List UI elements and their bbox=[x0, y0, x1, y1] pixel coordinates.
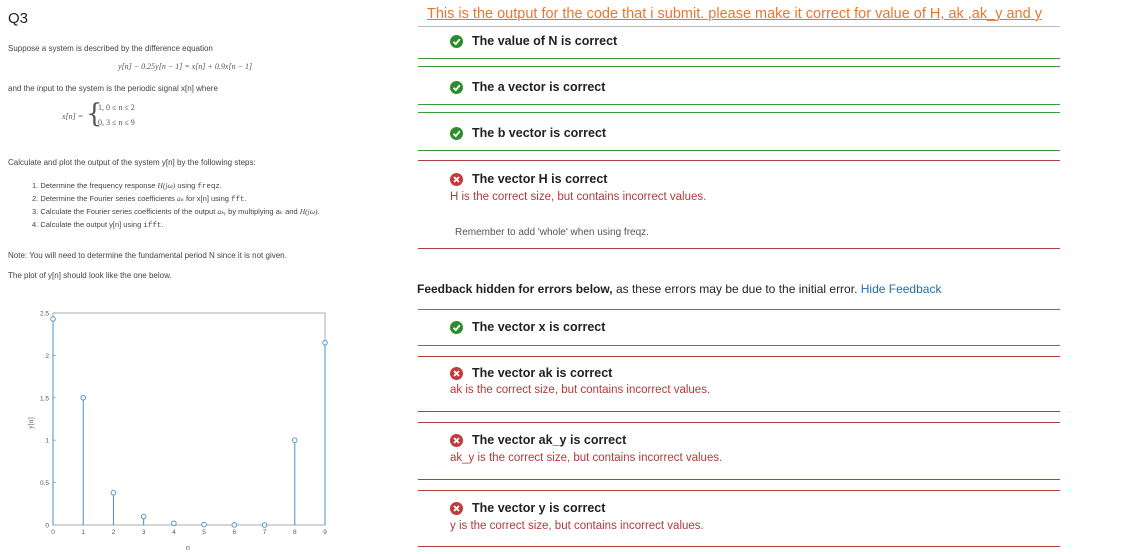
input-text: and the input to the system is the periodic signal x[n] where bbox=[8, 84, 218, 93]
x-tick-label: 4 bbox=[172, 529, 176, 536]
x-tick-label: 1 bbox=[81, 529, 86, 536]
check-row-n: The value of N is correct bbox=[450, 34, 617, 48]
divider bbox=[418, 104, 1060, 105]
check-row-ak: The vector ak is correct bbox=[450, 366, 612, 380]
hidden-feedback-notice: Feedback hidden for errors below, as these errors may be due to the initial error. Hide Feedback bbox=[417, 282, 942, 296]
divider bbox=[418, 479, 1060, 480]
y-tick-label: 0.5 bbox=[39, 480, 49, 488]
case-2: 0, 3 ≤ n ≤ 9 bbox=[98, 118, 135, 127]
check-row-x: The vector x is correct bbox=[450, 320, 605, 334]
feedback-banner: This is the output for the code that i submit. please make it correct for value of H, ak ,ak_y and y bbox=[427, 6, 1042, 22]
stem-marker bbox=[141, 514, 146, 519]
check-row-y: The vector y is correct bbox=[450, 501, 605, 515]
step-4: 4. Calculate the output y[n] using ifft. bbox=[32, 220, 164, 230]
check-circle-icon bbox=[450, 321, 463, 334]
x-axis-label: n bbox=[186, 545, 190, 552]
stem-marker bbox=[262, 523, 267, 528]
plot-axes bbox=[53, 313, 325, 525]
divider bbox=[418, 248, 1060, 249]
feedback-message-ak-y: ak_y is the correct size, but contains incorrect values. bbox=[450, 452, 723, 464]
x-circle-icon bbox=[450, 367, 463, 380]
stem-marker bbox=[111, 490, 116, 495]
x-tick-label: 8 bbox=[292, 529, 297, 536]
plot-frame bbox=[53, 313, 325, 525]
stem-marker bbox=[202, 522, 207, 527]
intro-text: Suppose a system is described by the difference equation bbox=[8, 44, 213, 53]
y-tick-label: 1 bbox=[45, 437, 49, 445]
x-tick-label: 2 bbox=[111, 529, 116, 536]
x-tick-label: 5 bbox=[202, 529, 206, 536]
divider bbox=[418, 422, 1060, 423]
divider bbox=[418, 345, 1060, 346]
divider bbox=[418, 411, 1060, 412]
divider bbox=[418, 58, 1060, 59]
brace: { bbox=[86, 99, 103, 129]
y-tick-label: 2 bbox=[45, 352, 49, 360]
divider bbox=[418, 546, 1060, 547]
difference-equation: y[n] − 0.25y[n − 1] = x[n] + 0.9x[n − 1] bbox=[118, 62, 253, 71]
divider bbox=[418, 66, 1060, 67]
case-1: 1, 0 ≤ n ≤ 2 bbox=[98, 103, 135, 112]
y-tick-label: 0 bbox=[45, 522, 49, 530]
xn-lhs: x[n] = bbox=[62, 112, 84, 121]
stem-plot bbox=[0, 305, 340, 554]
calc-text: Calculate and plot the output of the system y[n] by the following steps: bbox=[8, 158, 256, 167]
stem-marker bbox=[172, 521, 177, 526]
check-circle-icon bbox=[450, 81, 463, 94]
step-3: 3. Calculate the Fourier series coefficients of the output aₖᵧ by multiplying aₖ and H(jω). bbox=[32, 207, 320, 216]
check-row-b: The b vector is correct bbox=[450, 126, 606, 140]
check-row-ak-y: The vector ak_y is correct bbox=[450, 433, 626, 447]
question-title: Q3 bbox=[8, 10, 29, 27]
x-tick-label: 9 bbox=[323, 529, 327, 536]
feedback-message-h: H is the correct size, but contains incorrect values. bbox=[450, 191, 707, 203]
note-text: Note: You will need to determine the fundamental period N since it is not given. bbox=[8, 251, 287, 260]
x-tick-label: 0 bbox=[51, 529, 55, 536]
x-tick-label: 7 bbox=[262, 529, 267, 536]
y-tick-label: 1.5 bbox=[39, 395, 49, 403]
divider bbox=[418, 112, 1060, 113]
stem-marker bbox=[323, 340, 328, 345]
feedback-message-ak: ak is the correct size, but contains incorrect values. bbox=[450, 384, 711, 396]
divider bbox=[418, 309, 1060, 310]
divider bbox=[418, 26, 1060, 27]
steps-list bbox=[32, 180, 319, 232]
check-circle-icon bbox=[450, 127, 463, 140]
divider bbox=[418, 160, 1060, 161]
stem-marker bbox=[51, 317, 56, 322]
x-circle-icon bbox=[450, 173, 463, 186]
y-tick-label: 2.5 bbox=[39, 310, 49, 318]
plot-text: The plot of y[n] should look like the one below. bbox=[8, 271, 172, 280]
divider bbox=[418, 150, 1060, 151]
feedback-note-h: Remember to add 'whole' when using freqz. bbox=[455, 227, 649, 238]
divider bbox=[418, 356, 1060, 357]
check-circle-icon bbox=[450, 35, 463, 48]
question-panel bbox=[0, 0, 410, 554]
divider bbox=[418, 490, 1060, 491]
feedback-message-y: y is the correct size, but contains incorrect values. bbox=[450, 520, 704, 532]
y-axis-label: y[n] bbox=[27, 417, 35, 429]
stem-marker bbox=[81, 396, 86, 401]
stem-marker bbox=[232, 523, 237, 528]
x-circle-icon bbox=[450, 502, 463, 515]
x-tick-label: 6 bbox=[232, 529, 237, 536]
x-circle-icon bbox=[450, 434, 463, 447]
stem-marker bbox=[292, 438, 297, 443]
check-row-a: The a vector is correct bbox=[450, 80, 605, 94]
check-row-h: The vector H is correct bbox=[450, 172, 607, 186]
feedback-panel bbox=[415, 0, 1130, 554]
x-tick-label: 3 bbox=[141, 529, 146, 536]
step-2: 2. Determine the Fourier series coefficients aₖ for x[n] using fft. bbox=[32, 194, 247, 204]
step-1: 1. Determine the frequency response H(jω) using freqz. bbox=[32, 181, 223, 191]
hide-feedback-link[interactable]: Hide Feedback bbox=[860, 282, 942, 296]
